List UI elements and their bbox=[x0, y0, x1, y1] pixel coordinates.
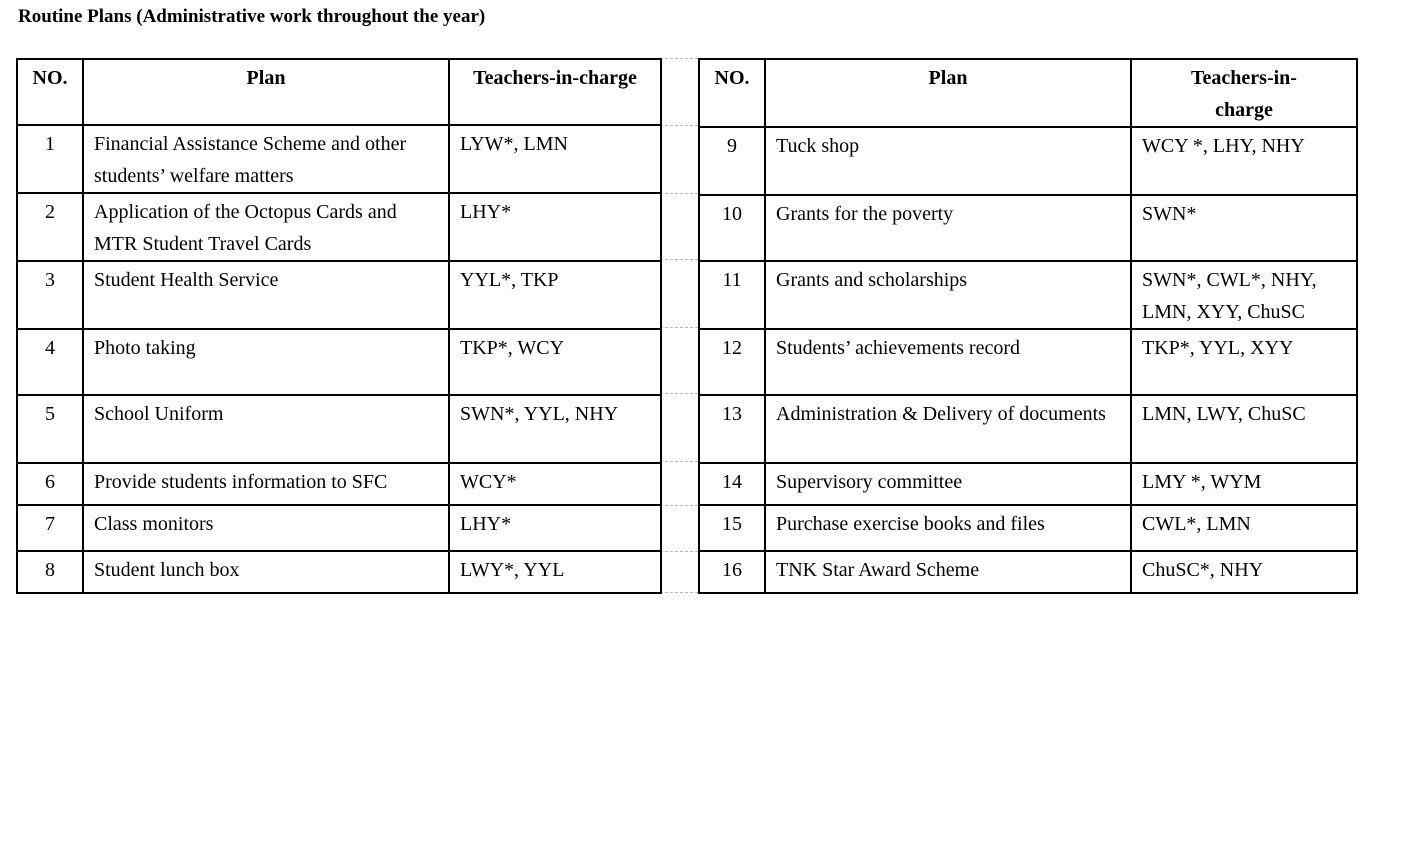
teachers-cell: ChuSC*, NHY bbox=[1131, 551, 1357, 593]
plan-cell: Student lunch box bbox=[83, 551, 449, 593]
table-row bbox=[699, 395, 1357, 463]
table-row bbox=[17, 505, 661, 551]
teachers-cell: TKP*, YYL, XYY bbox=[1131, 329, 1357, 395]
column-header-no: NO. bbox=[17, 59, 83, 125]
table-row bbox=[17, 395, 661, 463]
column-header-plan: Plan bbox=[765, 59, 1131, 127]
routine-plans-table-left bbox=[16, 58, 662, 594]
plan-cell: Student Health Service bbox=[83, 261, 449, 329]
column-header-teachers: Teachers-in-charge bbox=[1131, 59, 1357, 127]
table-header-row bbox=[699, 59, 1357, 127]
teachers-cell: LWY*, YYL bbox=[449, 551, 661, 593]
page-title: Routine Plans (Administrative work throughout the year) bbox=[18, 6, 486, 27]
divider bbox=[660, 193, 698, 194]
row-number: 14 bbox=[699, 463, 765, 505]
table-row bbox=[699, 261, 1357, 329]
teachers-cell: TKP*, WCY bbox=[449, 329, 661, 395]
teachers-cell: LMY *, WYM bbox=[1131, 463, 1357, 505]
divider bbox=[660, 259, 698, 260]
row-number: 2 bbox=[17, 193, 83, 261]
row-number: 5 bbox=[17, 395, 83, 463]
table-row bbox=[17, 261, 661, 329]
plan-cell: Supervisory committee bbox=[765, 463, 1131, 505]
table-row bbox=[699, 551, 1357, 593]
teachers-cell: LHY* bbox=[449, 505, 661, 551]
divider bbox=[660, 58, 698, 59]
plan-cell: Provide students information to SFC bbox=[83, 463, 449, 505]
divider bbox=[660, 393, 698, 394]
divider bbox=[660, 125, 698, 126]
row-number: 9 bbox=[699, 127, 765, 195]
table-header-row bbox=[17, 59, 661, 125]
teachers-cell: LHY* bbox=[449, 193, 661, 261]
row-number: 16 bbox=[699, 551, 765, 593]
plan-cell: TNK Star Award Scheme bbox=[765, 551, 1131, 593]
column-header-no: NO. bbox=[699, 59, 765, 127]
row-number: 3 bbox=[17, 261, 83, 329]
table-row bbox=[699, 505, 1357, 551]
row-number: 15 bbox=[699, 505, 765, 551]
plan-cell: Photo taking bbox=[83, 329, 449, 395]
table-row bbox=[17, 193, 661, 261]
row-number: 1 bbox=[17, 125, 83, 193]
divider bbox=[660, 551, 698, 552]
row-number: 4 bbox=[17, 329, 83, 395]
table-row bbox=[17, 329, 661, 395]
table-row bbox=[699, 463, 1357, 505]
table-row bbox=[699, 127, 1357, 195]
plan-cell: Tuck shop bbox=[765, 127, 1131, 195]
plan-cell: Students’ achievements record bbox=[765, 329, 1131, 395]
divider bbox=[660, 592, 698, 593]
row-number: 7 bbox=[17, 505, 83, 551]
divider bbox=[660, 505, 698, 506]
plan-cell: Administration & Delivery of documents bbox=[765, 395, 1131, 463]
table-row bbox=[17, 125, 661, 193]
routine-plans-table-right bbox=[698, 58, 1358, 594]
row-number: 10 bbox=[699, 195, 765, 261]
teachers-cell: WCY* bbox=[449, 463, 661, 505]
table-row bbox=[699, 329, 1357, 395]
column-header-plan: Plan bbox=[83, 59, 449, 125]
teachers-cell: SWN*, CWL*, NHY, LMN, XYY, ChuSC bbox=[1131, 261, 1357, 329]
table-row bbox=[17, 463, 661, 505]
row-number: 13 bbox=[699, 395, 765, 463]
table-row bbox=[17, 551, 661, 593]
plan-cell: Grants and scholarships bbox=[765, 261, 1131, 329]
plan-cell: School Uniform bbox=[83, 395, 449, 463]
table-row bbox=[699, 195, 1357, 261]
teachers-cell: LMN, LWY, ChuSC bbox=[1131, 395, 1357, 463]
row-number: 12 bbox=[699, 329, 765, 395]
teachers-cell: SWN* bbox=[1131, 195, 1357, 261]
column-header-teachers: Teachers-in-charge bbox=[449, 59, 661, 125]
plan-cell: Class monitors bbox=[83, 505, 449, 551]
plan-cell: Grants for the poverty bbox=[765, 195, 1131, 261]
plan-cell: Purchase exercise books and files bbox=[765, 505, 1131, 551]
row-number: 6 bbox=[17, 463, 83, 505]
row-number: 8 bbox=[17, 551, 83, 593]
teachers-cell: YYL*, TKP bbox=[449, 261, 661, 329]
plan-cell: Application of the Octopus Cards and MTR Student Travel Cards bbox=[83, 193, 449, 261]
divider bbox=[660, 327, 698, 328]
teachers-cell: LYW*, LMN bbox=[449, 125, 661, 193]
teachers-cell: CWL*, LMN bbox=[1131, 505, 1357, 551]
row-number: 11 bbox=[699, 261, 765, 329]
divider bbox=[660, 461, 698, 462]
teachers-cell: WCY *, LHY, NHY bbox=[1131, 127, 1357, 195]
plan-cell: Financial Assistance Scheme and other students’ welfare matters bbox=[83, 125, 449, 193]
teachers-cell: SWN*, YYL, NHY bbox=[449, 395, 661, 463]
